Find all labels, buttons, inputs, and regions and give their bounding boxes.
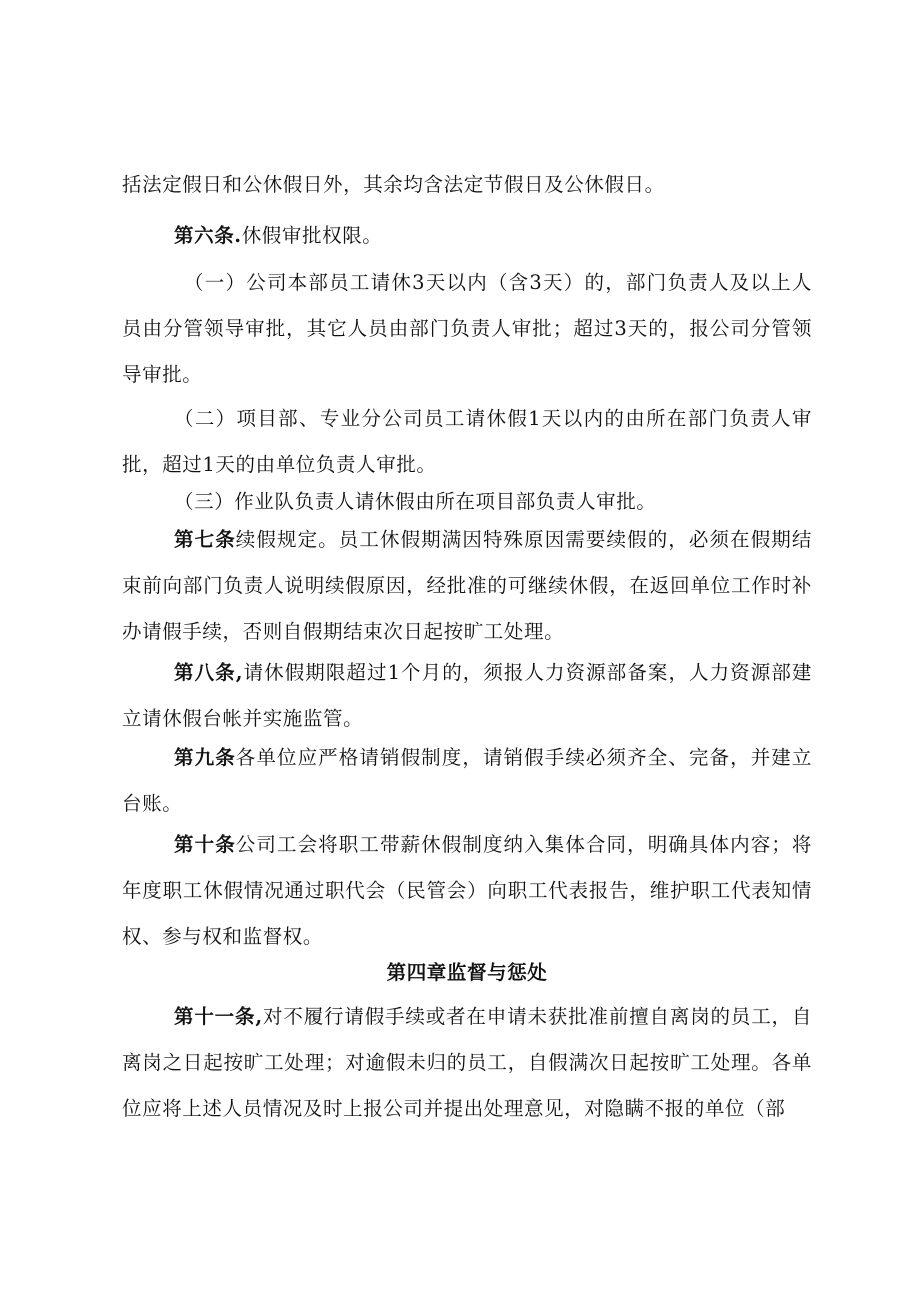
article-number: 第十条 <box>174 833 236 856</box>
article-11 <box>122 994 812 1132</box>
clause-text: （二）项目部、专业分公司员工请休假1天以内的由所在部门负责人审批，超过1天的由单位负责人审批。 <box>122 407 812 476</box>
clause-2 <box>122 396 812 488</box>
article-number: 第八条, <box>174 661 244 684</box>
clause-text: （一）公司本部员工请休3天以内（含3天）的，部门负责人及以上人员由分管领导审批，其它人员由部门负责人审批；超过3天的，报公司分管领导审批。 <box>122 271 812 386</box>
chapter-heading: 第四章监督与惩处 <box>386 961 548 984</box>
clause-text: （三）作业队负责人请休假由所在项目部负责人审批。 <box>174 490 657 513</box>
article-text: 对不履行请假手续或者在申请未获批准前擅自离岗的员工，自离岗之日起按旷工处理；对逾假未归的员工，自假满次日起按旷工处理。各单位应将上述人员情况及时上报公司并提出处理意见，对隐瞒不报的单位（部 <box>122 1005 812 1120</box>
paragraph-text: 括法定假日和公休假日外，其余均含法定节假日及公休假日。 <box>122 173 665 196</box>
article-10 <box>122 822 812 960</box>
article-8 <box>122 650 812 742</box>
article-text: 请休假期限超过1个月的，须报人力资源部备案，人力资源部建立请休假台帐并实施监管。 <box>122 661 812 730</box>
article-text: 各单位应严格请销假制度，请销假手续必须齐全、完备，并建立台账。 <box>122 746 812 815</box>
article-7 <box>122 517 812 655</box>
article-number: 第七条 <box>174 528 236 551</box>
article-number: 第九条 <box>174 746 236 769</box>
clause-1 <box>122 260 812 398</box>
article-number: 第十一条, <box>174 1005 263 1028</box>
article-number: 第六条. <box>174 224 242 247</box>
article-text: 公司工会将职工带薪休假制度纳入集体合同，明确具体内容；将年度职工休假情况通过职代会（民管会）向职工代表报告，维护职工代表知情权、参与权和监督权。 <box>122 833 812 948</box>
paragraph-continuation <box>122 162 812 208</box>
article-9 <box>122 735 812 827</box>
article-text: 休假审批权限。 <box>241 224 383 247</box>
article-text: 续假规定。员工休假期满因特殊原因需要续假的，必须在假期结束前向部门负责人说明续假原因，经批准的可继续休假，在返回单位工作时补办请假手续，否则自假期结束次日起按旷工处理。 <box>122 528 812 643</box>
article-6 <box>122 213 812 259</box>
